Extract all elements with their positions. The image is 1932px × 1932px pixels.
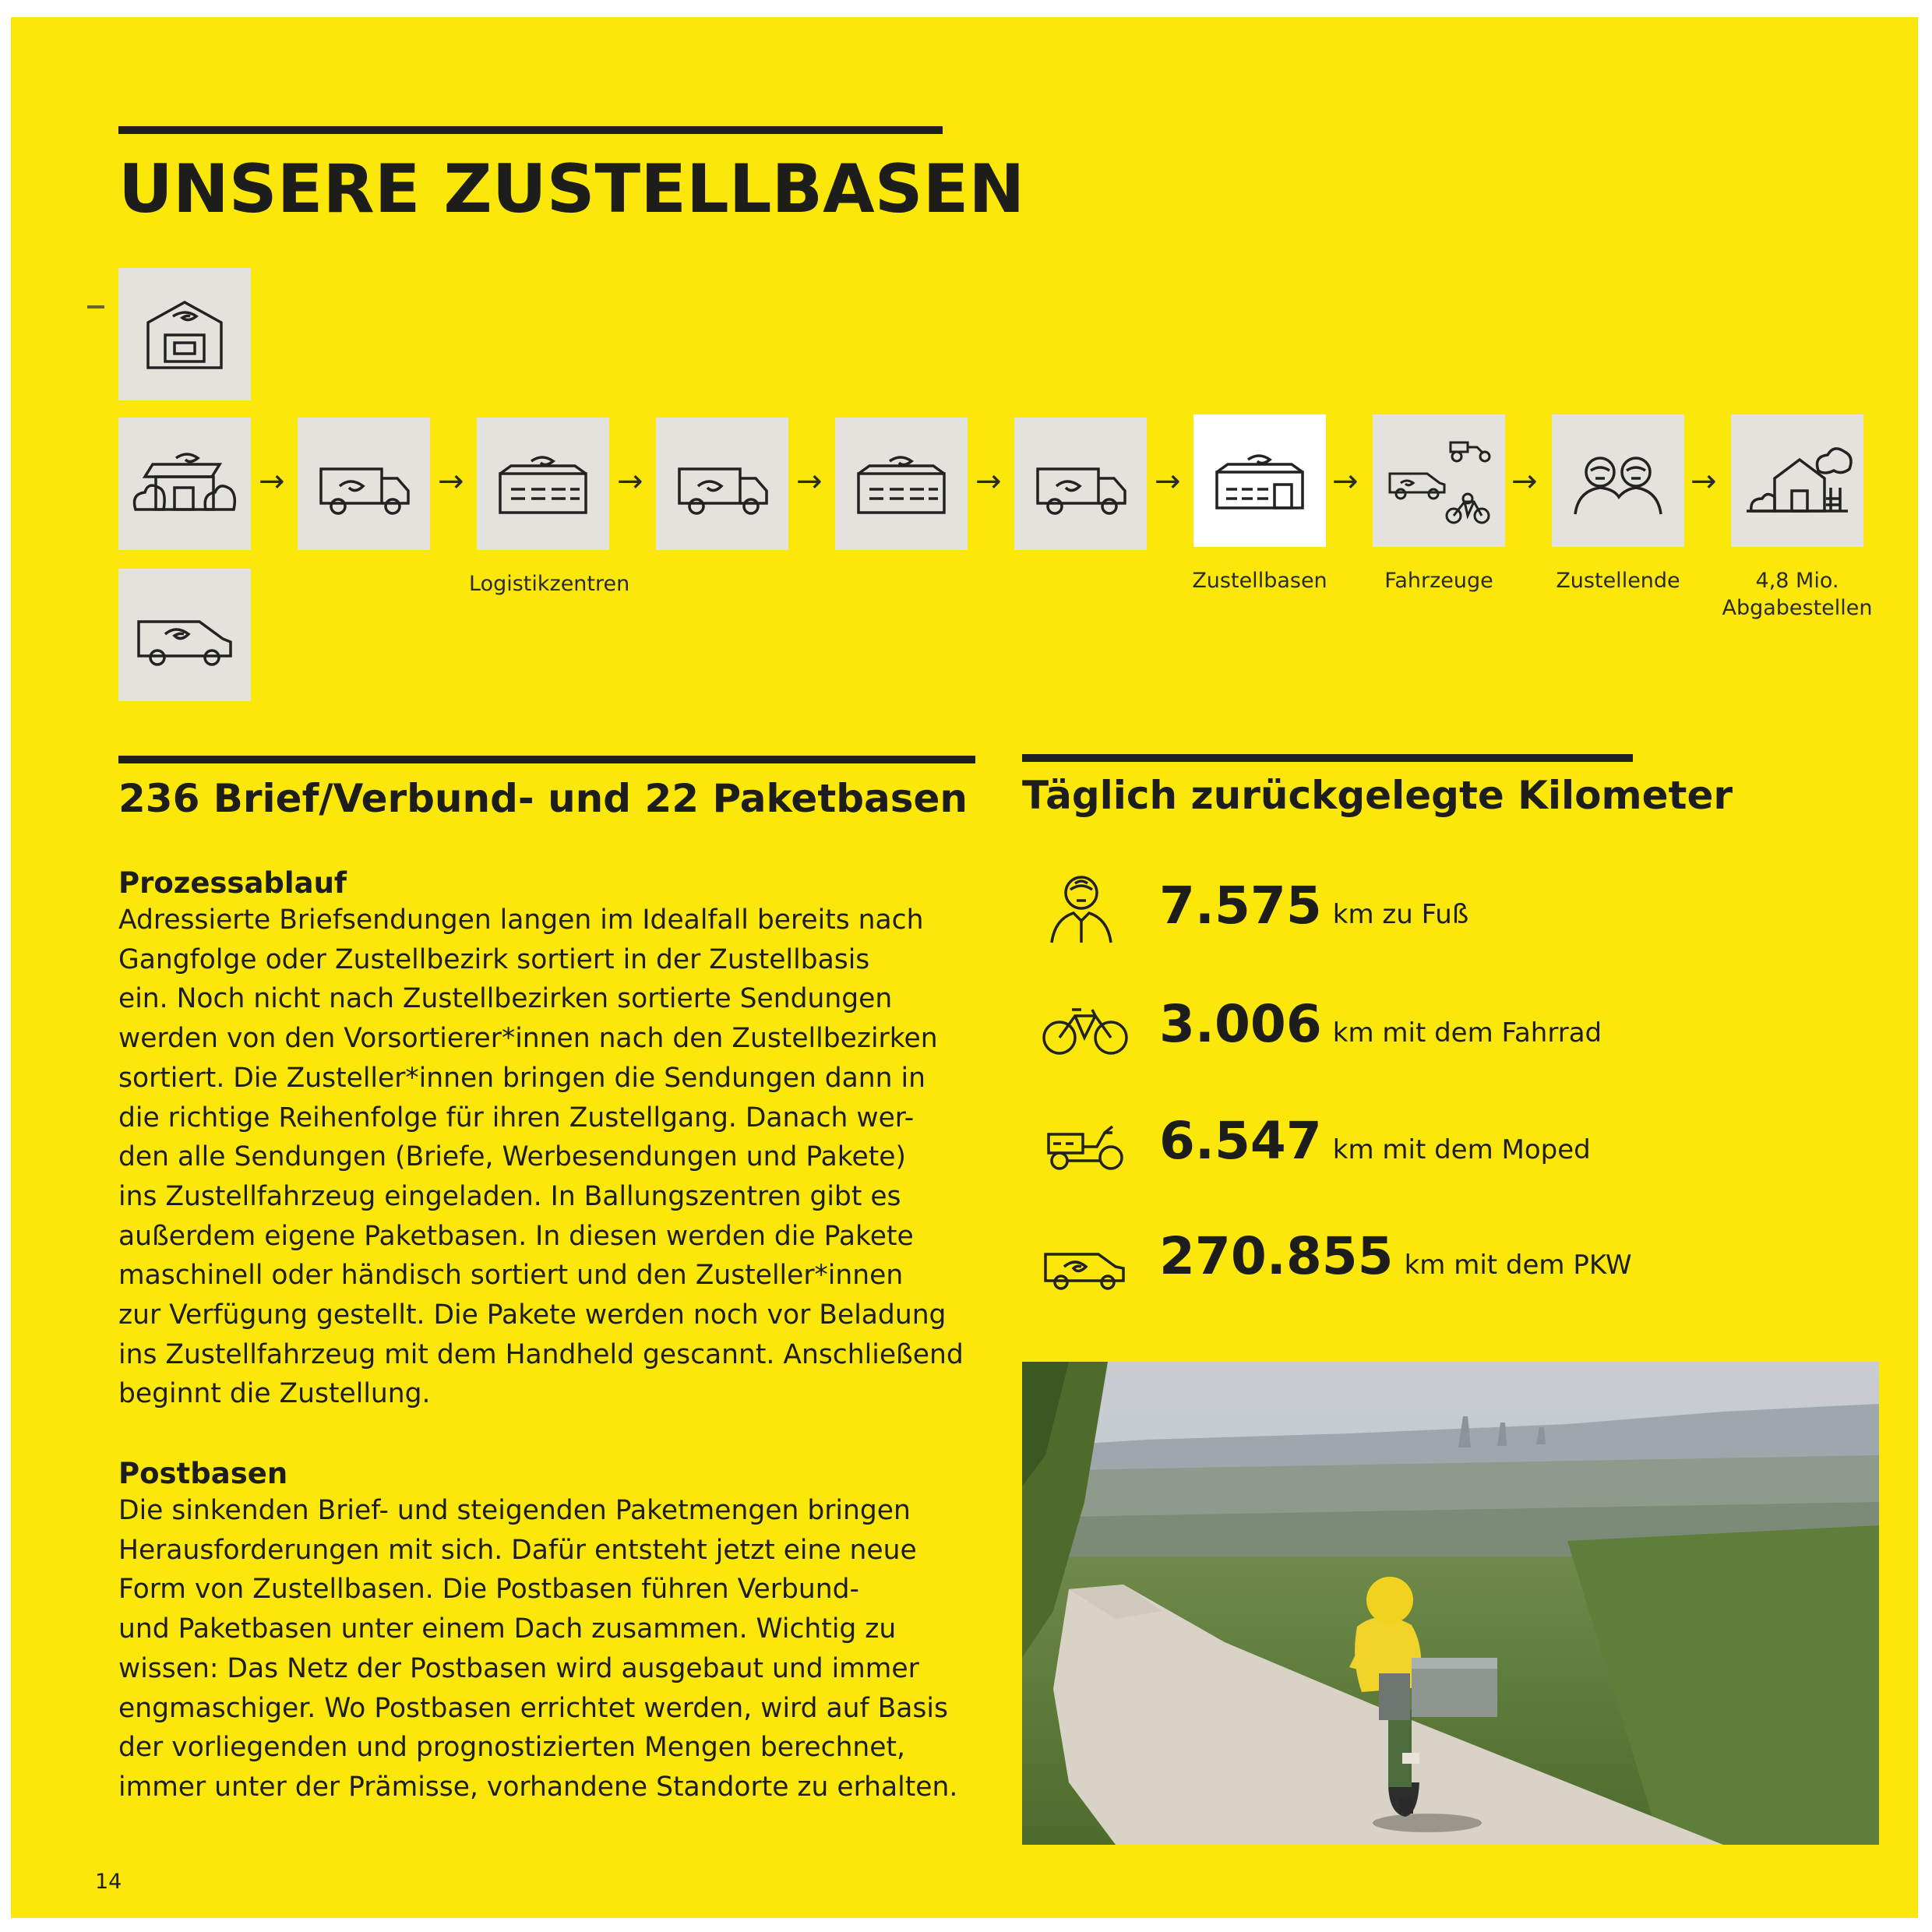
flow-arrow: → (1155, 464, 1181, 499)
stat-walking-value (1159, 876, 1469, 936)
flow-arrow: → (975, 464, 1002, 499)
text-line: Gangfolge oder Zustellbezirk sortiert in der Zustellbasis (118, 943, 870, 975)
stat-bicycle-value (1159, 994, 1602, 1054)
stat-car-value (1159, 1226, 1632, 1286)
truck-icon (298, 418, 430, 550)
text-line: ein. Noch nicht nach Zustellbezirken sortierte Sendungen (118, 983, 893, 1015)
delivery-base-icon (1193, 414, 1326, 547)
tile-vehicles (1373, 414, 1505, 547)
logistics-center-icon (835, 418, 968, 550)
text-line: zur Verfügung gestellt. Die Pakete werden noch vor Beladung (118, 1299, 947, 1331)
label-carriers: Zustellende (1556, 569, 1680, 593)
postbasen-text (118, 1491, 999, 1807)
tile-post-building (118, 268, 251, 400)
stat-moped-unit: km mit dem Moped (1332, 1134, 1591, 1165)
post-office-icon (118, 418, 251, 550)
tile-logistics-center-1 (477, 418, 609, 550)
post-building-icon (118, 268, 251, 400)
text-line: der vorliegenden und prognostizierten Mengen berechnet, (118, 1732, 906, 1764)
tile-logistics-center-2 (835, 418, 968, 550)
flow-arrow: → (259, 464, 285, 499)
text-line: Die sinkenden Brief- und steigenden Paketmengen bringen (118, 1495, 911, 1526)
process-text (118, 901, 999, 1414)
text-line: beginnt die Zustellung. (118, 1378, 431, 1410)
right-heading-rule (1022, 754, 1633, 762)
text-line: maschinell oder händisch sortiert und den Zusteller*innen (118, 1260, 904, 1292)
text-line: Form von Zustellbasen. Die Postbasen führen Verbund- (118, 1574, 859, 1606)
car-icon (1038, 1223, 1131, 1301)
stat-walking (1038, 866, 1661, 960)
stat-car-unit: km mit dem PKW (1404, 1250, 1632, 1281)
tile-dropoffs (1731, 414, 1863, 547)
text-line: ins Zustellfahrzeug mit dem Handheld gescannt. Anschließend (118, 1338, 964, 1370)
text-line: engmaschiger. Wo Postbasen errichtet werden, wird auf Basis (118, 1692, 948, 1724)
delivery-van-icon (118, 569, 251, 701)
text-line: den alle Sendungen (Briefe, Werbesendungen und Pakete) (118, 1141, 906, 1173)
text-line: ins Zustellfahrzeug eingeladen. In Ballungszentren gibt es (118, 1180, 901, 1212)
scan-speck (87, 305, 104, 308)
stat-moped-value (1159, 1111, 1591, 1171)
bicycle-icon (1038, 989, 1131, 1067)
text-line: werden von den Vorsortierer*innen nach den Zustellbezirken (118, 1023, 938, 1055)
truck-icon (1014, 418, 1147, 550)
stat-moped (1038, 1106, 1661, 1200)
flow-arrow: → (1690, 464, 1717, 499)
text-line: und Paketbasen unter einem Dach zusammen. Wichtig zu (118, 1613, 897, 1645)
page-number: 14 (95, 1870, 122, 1894)
flow-arrow: → (1511, 464, 1538, 499)
text-line: sortiert. Die Zusteller*innen bringen die Sendungen dann in (118, 1062, 925, 1094)
stat-bicycle (1038, 989, 1661, 1083)
walking-carrier-icon (1038, 866, 1131, 944)
text-line: wissen: Das Netz der Postbasen wird ausgebaut und immer (118, 1652, 919, 1684)
carriers-icon (1552, 414, 1684, 547)
vehicles-icon (1373, 414, 1505, 547)
page-title: UNSERE ZUSTELLBASEN (118, 150, 1025, 228)
stat-walking-unit: km zu Fuß (1332, 899, 1469, 930)
tile-delivery-van (118, 569, 251, 701)
text-line: Herausforderungen mit sich. Dafür entsteht jetzt eine neue (118, 1534, 917, 1566)
tile-delivery-base (1193, 414, 1326, 547)
house-icon (1731, 414, 1863, 547)
flow-arrow: → (796, 464, 823, 499)
label-dropoffs: 4,8 Mio. Abgabestellen (1722, 569, 1873, 621)
page (11, 17, 1918, 1918)
moped-delivery-photo (1022, 1362, 1879, 1845)
left-heading-rule (118, 756, 975, 763)
title-rule (118, 126, 943, 134)
tile-truck-1 (298, 418, 430, 550)
flow-arrow: → (617, 464, 643, 499)
label-logistics-centers: Logistikzentren (469, 572, 630, 596)
bases-heading: 236 Brief/Verbund- und 22 Paketbasen (118, 776, 968, 821)
stat-moped-number: 6.547 (1159, 1111, 1322, 1171)
label-vehicles: Fahrzeuge (1384, 569, 1493, 593)
flow-arrow: → (438, 464, 464, 499)
stat-walking-number: 7.575 (1159, 876, 1322, 936)
logistics-center-icon (477, 418, 609, 550)
stat-bicycle-unit: km mit dem Fahrrad (1332, 1017, 1602, 1049)
tile-post-office (118, 418, 251, 550)
text-line: die richtige Reihenfolge für ihren Zustellgang. Danach wer- (118, 1102, 915, 1133)
tile-truck-2 (656, 418, 788, 550)
process-title: Prozessablauf (118, 866, 347, 900)
stat-car-number: 270.855 (1159, 1226, 1394, 1286)
text-line: Adressierte Briefsendungen langen im Idealfall bereits nach (118, 904, 924, 936)
flow-arrow: → (1332, 464, 1359, 499)
km-heading: Täglich zurückgelegte Kilometer (1022, 773, 1733, 818)
stat-car (1038, 1223, 1661, 1317)
stat-bicycle-number: 3.006 (1159, 994, 1322, 1054)
text-line: außerdem eigene Paketbasen. In diesen werden die Pakete (118, 1220, 914, 1252)
text-line: immer unter der Prämisse, vorhandene Standorte zu erhalten. (118, 1771, 958, 1803)
moped-icon (1038, 1106, 1131, 1184)
label-delivery-bases: Zustellbasen (1192, 569, 1327, 593)
tile-truck-3 (1014, 418, 1147, 550)
truck-icon (656, 418, 788, 550)
landscape-photo (1022, 1362, 1879, 1845)
tile-carriers (1552, 414, 1684, 547)
postbasen-title: Postbasen (118, 1457, 288, 1490)
